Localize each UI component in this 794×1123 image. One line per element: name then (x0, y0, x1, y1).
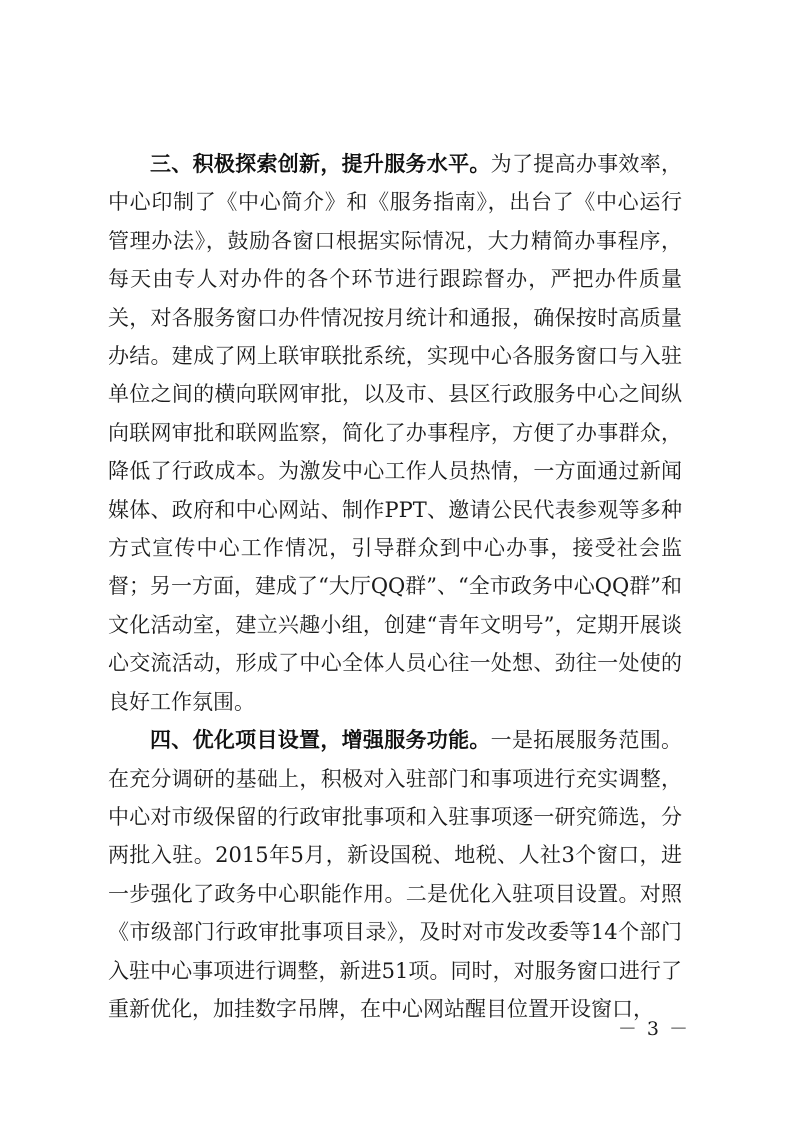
paragraph-text-optimization: 一是拓展服务范围。在充分调研的基础上，积极对入驻部门和事项进行充实调整，中心对市级保留的行政审批事项和入驻事项逐一研究筛选，分两批入驻。2015年5月，新设国税、地税、人社3个窗口，进一步强化了政务中心职能作用。二是优化入驻项目设置。对照《市级部门行政审批事项目录》，及时对市发改委等14个部门入驻中心事项进行调整，新进51项。同时，对服务窗口进行了重新优化，加挂数字吊牌，在中心网站醒目位置开设窗口， (108, 728, 683, 1021)
body-text (108, 145, 682, 1028)
page-number: － 3 － (617, 1018, 690, 1040)
section-heading-innovation: 三、积极探索创新，提升服务水平。 (150, 152, 491, 176)
paragraph-optimization (108, 721, 682, 1028)
section-heading-optimization: 四、优化项目设置，增强服务功能。 (150, 728, 491, 753)
paragraph-text-innovation: 为了提高办事效率，中心印制了《中心简介》和《服务指南》，出台了《中心运行管理办法》，鼓励各窗口根据实际情况，大力精简办事程序，每天由专人对办件的各个环节进行跟踪督办，严把办件质量关，对各服务窗口办件情况按月统计和通报，确保按时高质量办结。建成了网上联审联批系统，实现中心各服务窗口与入驻单位之间的横向联网审批，以及市、县区行政服务中心之间纵向联网审批和联网监察，简化了办事程序，方便了办事群众，降低了行政成本。为激发中心工作人员热情，一方面通过新闻媒体、政府和中心网站、制作PPT、邀请公民代表参观等多种方式宣传中心工作情况，引导群众到中心办事，接受社会监督；另一方面，建成了“大厅QQ群”、“全市政务中心QQ群”和文化活动室，建立兴趣小组，创建“青年文明号”，定期开展谈心交流活动，形成了中心全体人员心往一处想、劲往一处使的良好工作氛围。 (108, 152, 683, 714)
paragraph-innovation (108, 145, 682, 721)
